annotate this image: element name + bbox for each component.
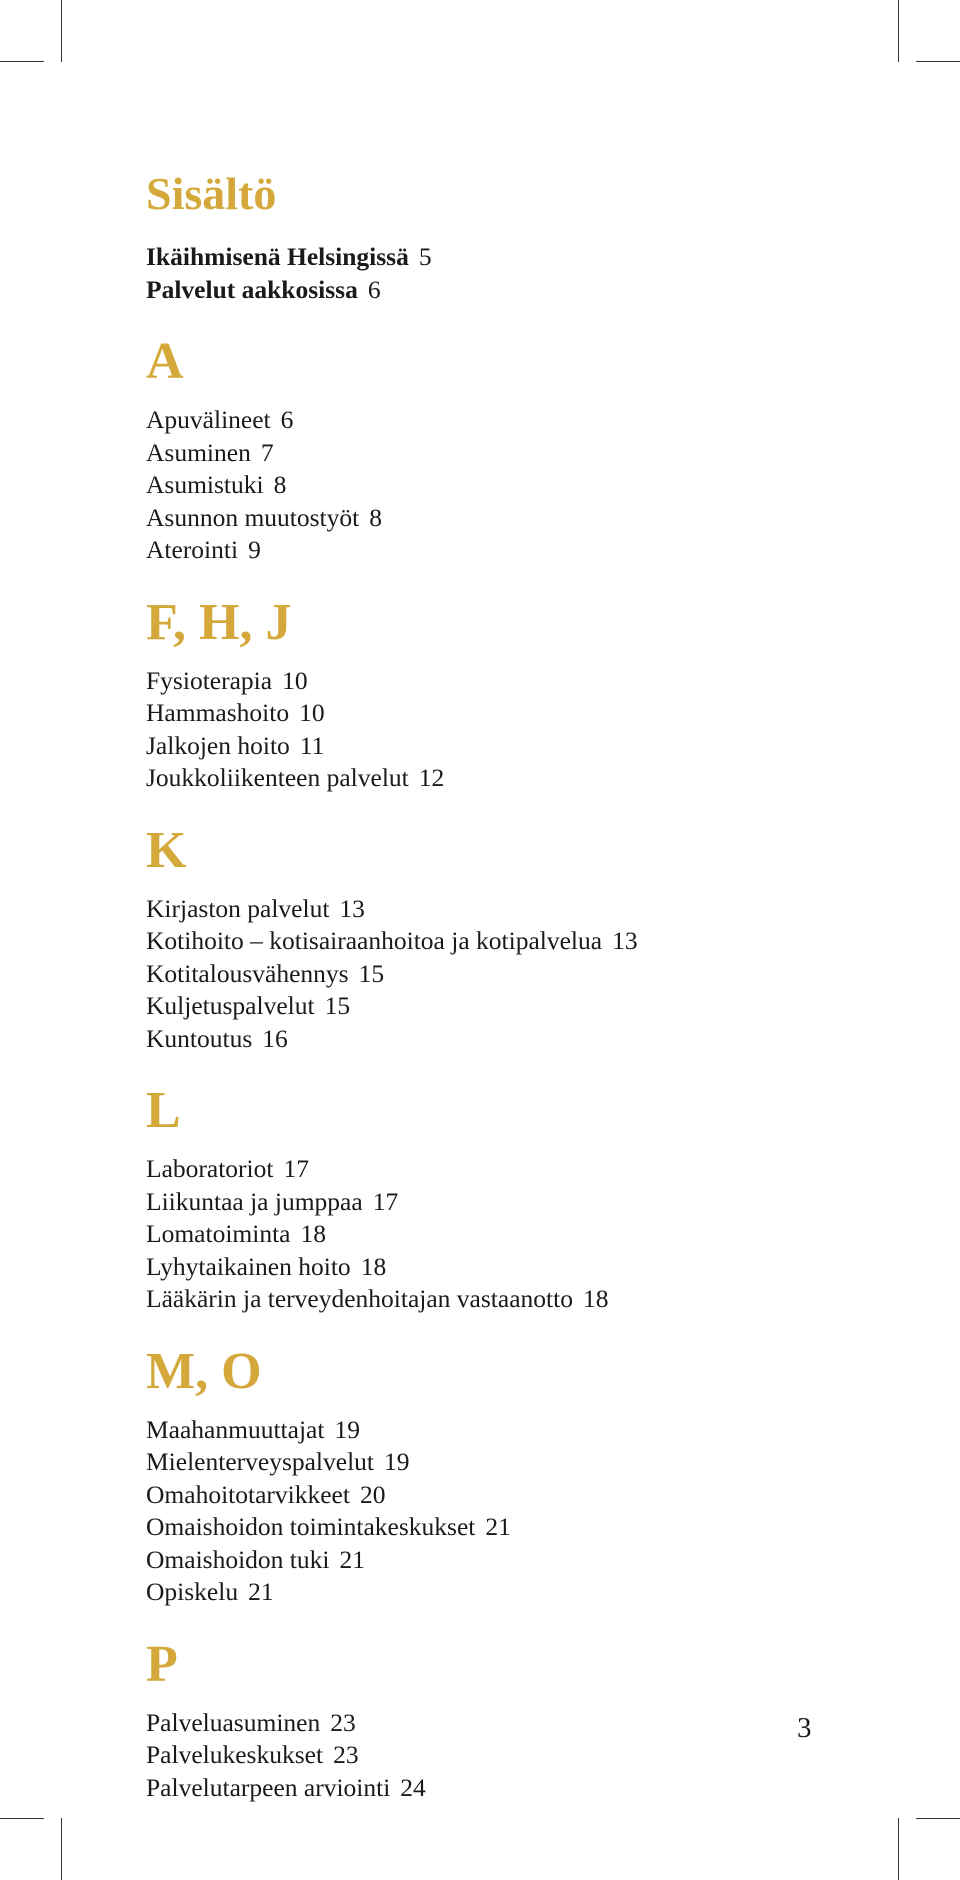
crop-mark-top-left-h — [0, 61, 44, 62]
toc-entry — [146, 893, 906, 926]
toc-entry-page: 15 — [358, 958, 385, 988]
toc-entry-label: Kuntoutus — [146, 1023, 253, 1053]
toc-section — [146, 593, 906, 795]
toc-entry-label: Hammashoito — [146, 698, 290, 727]
toc-entry-label: Palveluasuminen — [146, 1707, 321, 1737]
toc-entry — [146, 1576, 906, 1609]
toc-entry-label: Palvelukeskukset — [146, 1740, 324, 1769]
toc-entry — [146, 404, 906, 437]
toc-entry-page: 5 — [418, 242, 432, 271]
toc-entry-label: Omaishoidon tuki — [146, 1544, 330, 1574]
toc-entry-label: Kotihoito – kotisairaanhoitoa ja kotipalvelua — [146, 926, 603, 955]
toc-entry — [146, 762, 906, 795]
crop-mark-top-right-h — [916, 61, 960, 62]
toc-intro-entry — [146, 273, 906, 306]
toc-entry — [146, 502, 906, 535]
toc-entry — [146, 730, 906, 763]
toc-entry-page: 16 — [262, 1023, 288, 1053]
toc-entry — [146, 1153, 906, 1186]
toc-entry-label: Joukkoliikenteen palvelut — [146, 763, 409, 792]
page-title: Sisältö — [146, 168, 277, 219]
toc-entry-label: Maahanmuuttajat — [146, 1414, 325, 1444]
toc-entry-label: Asunnon muutostyöt — [146, 502, 360, 532]
toc-entry-page: 23 — [333, 1740, 359, 1769]
toc-entry-page: 6 — [280, 405, 294, 434]
crop-mark-bottom-right-h — [916, 1818, 960, 1819]
toc-entry-page: 21 — [485, 1512, 511, 1541]
toc-entry-label: Jalkojen hoito — [146, 730, 290, 760]
toc-entry-page: 15 — [324, 991, 351, 1020]
toc-entry-page: 20 — [359, 1479, 386, 1509]
section-heading: P — [146, 1635, 178, 1693]
toc-entry — [146, 1283, 906, 1316]
toc-entry-label: Asumistuki — [146, 470, 264, 499]
toc-entry-label: Aterointi — [146, 535, 239, 564]
toc-section — [146, 1081, 906, 1316]
toc-entry-page: 18 — [582, 1284, 609, 1313]
section-heading: K — [146, 821, 187, 879]
toc-section — [146, 821, 906, 1056]
toc-entry — [146, 990, 906, 1023]
toc-entry-page: 18 — [360, 1251, 387, 1281]
toc-entry-page: 19 — [384, 1447, 410, 1476]
toc-entry-label: Kotitalousvähennys — [146, 958, 349, 988]
toc-entry-label: Ikäihmisenä Helsingissä — [146, 242, 409, 271]
toc-entry — [146, 697, 906, 730]
toc-section — [146, 332, 906, 567]
toc-entry-page: 24 — [400, 1772, 426, 1802]
toc-entry-label: Mielenterveyspalvelut — [146, 1447, 375, 1476]
crop-mark-top-right — [898, 0, 899, 62]
toc-section — [146, 1635, 906, 1805]
toc-entry-label: Lomatoiminta — [146, 1219, 291, 1248]
toc-entry-label: Palvelut aakkosissa — [146, 275, 358, 304]
toc-entry-label: Omahoitotarvikkeet — [146, 1479, 350, 1509]
crop-mark-bottom-left — [61, 1818, 62, 1880]
toc-entry-label: Opiskelu — [146, 1577, 239, 1606]
crop-mark-bottom-right — [898, 1818, 899, 1880]
toc-entry-label: Asuminen — [146, 437, 251, 467]
toc-entry-page: 11 — [299, 730, 325, 760]
toc-entry-page: 8 — [273, 470, 287, 499]
toc-entry-page: 18 — [300, 1219, 326, 1248]
toc-entry — [146, 1218, 906, 1251]
crop-mark-bottom-left-h — [0, 1818, 44, 1819]
toc-entry-label: Apuvälineet — [146, 405, 271, 434]
toc-entry — [146, 925, 906, 958]
toc-entry-label: Lyhytaikainen hoito — [146, 1251, 351, 1281]
toc-entry-page: 19 — [334, 1414, 360, 1444]
toc-entry-page: 9 — [248, 535, 261, 564]
toc-entry-label: Fysioterapia — [146, 665, 273, 695]
crop-mark-top-left — [61, 0, 62, 62]
page-number: 3 — [797, 1712, 812, 1744]
toc-entry — [146, 1739, 906, 1772]
toc-entry — [146, 958, 906, 991]
table-of-contents — [146, 166, 906, 1804]
toc-entry — [146, 1023, 906, 1056]
toc-entry — [146, 534, 906, 567]
toc-entry — [146, 1544, 906, 1577]
toc-intro-entry — [146, 240, 906, 273]
toc-entry-label: Palvelutarpeen arviointi — [146, 1772, 391, 1802]
toc-entry-page: 12 — [418, 763, 445, 792]
toc-entry — [146, 1479, 906, 1512]
toc-entry — [146, 1414, 906, 1447]
toc-entry — [146, 1772, 906, 1805]
toc-section — [146, 1342, 906, 1609]
toc-entry-page: 21 — [248, 1577, 274, 1606]
toc-entry-page: 13 — [612, 926, 638, 955]
toc-entry-page: 13 — [339, 893, 365, 923]
toc-entry-page: 10 — [299, 698, 325, 727]
section-heading: L — [146, 1082, 181, 1139]
toc-entry-label: Kirjaston palvelut — [146, 893, 330, 923]
toc-entry-page: 17 — [372, 1186, 399, 1216]
toc-entry — [146, 437, 906, 470]
section-heading: A — [146, 333, 184, 390]
toc-entry-page: 10 — [282, 665, 308, 695]
toc-sections — [146, 332, 906, 1804]
toc-entry — [146, 469, 906, 502]
toc-entry-label: Omaishoidon toimintakeskukset — [146, 1512, 476, 1541]
toc-entry — [146, 1251, 906, 1284]
toc-entry — [146, 1511, 906, 1544]
toc-entry — [146, 1186, 906, 1219]
toc-entry-page: 23 — [330, 1707, 356, 1737]
section-heading: F, H, J — [146, 593, 292, 651]
toc-entry — [146, 1707, 906, 1740]
section-heading: M, O — [146, 1342, 262, 1400]
toc-entry — [146, 1446, 906, 1479]
toc-entry-label: Kuljetuspalvelut — [146, 991, 315, 1020]
toc-entry-label: Liikuntaa ja jumppaa — [146, 1186, 363, 1216]
toc-entry-page: 8 — [369, 502, 382, 532]
toc-entry-page: 21 — [339, 1544, 365, 1574]
toc-entry-page: 6 — [367, 275, 381, 304]
toc-entry-page: 7 — [260, 437, 274, 467]
toc-entry-page: 17 — [283, 1154, 309, 1183]
toc-entry-label: Lääkärin ja terveydenhoitajan vastaanotto — [146, 1284, 573, 1313]
intro-list — [146, 240, 906, 306]
toc-entry-label: Laboratoriot — [146, 1154, 274, 1183]
toc-entry — [146, 665, 906, 698]
